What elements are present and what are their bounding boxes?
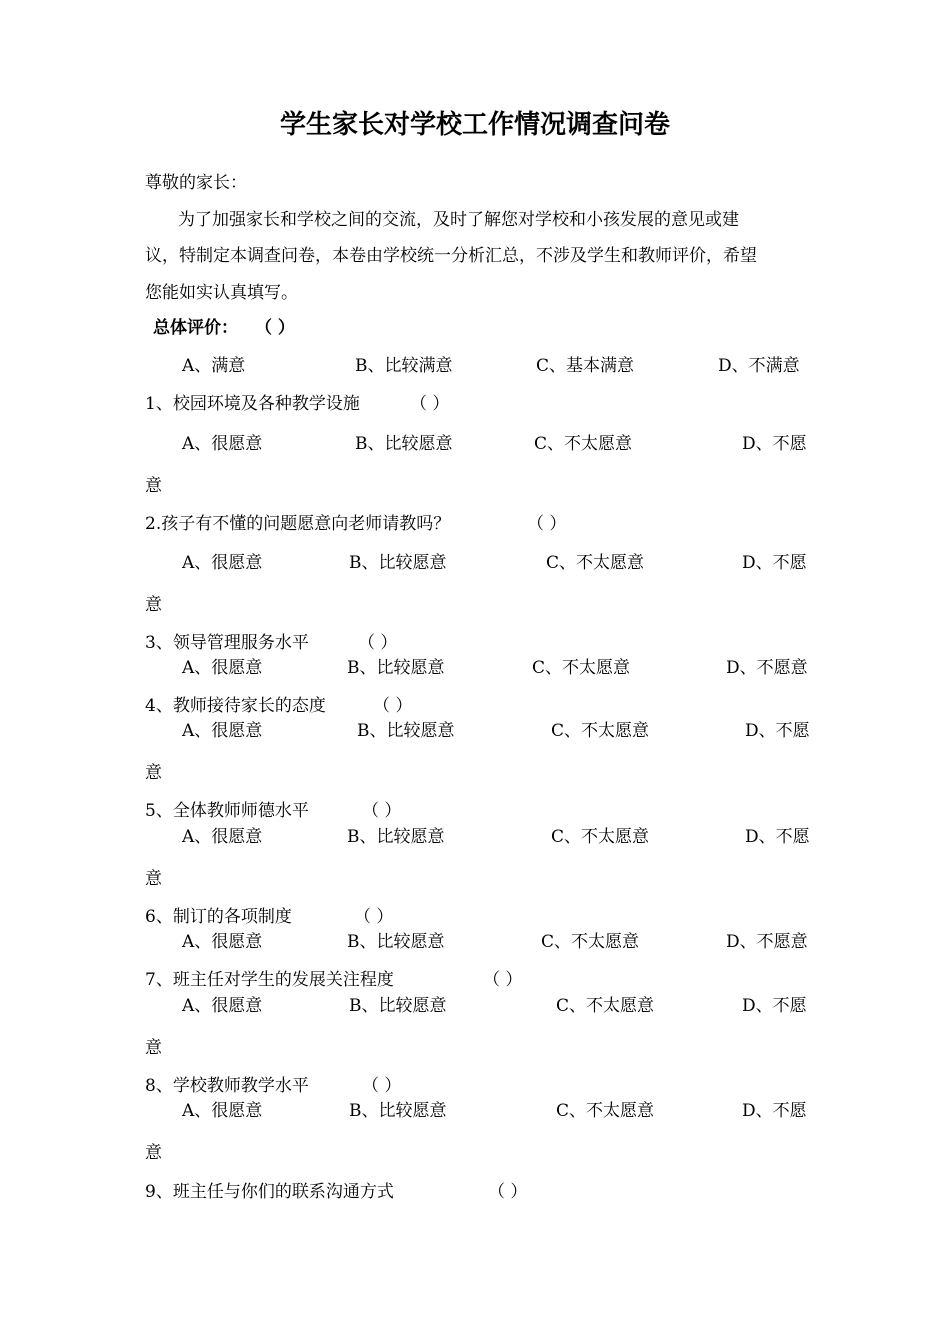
question-3-text: 3、领导管理服务水平: [145, 633, 309, 653]
question-7-option-d[interactable]: D、不愿: [742, 996, 807, 1016]
question-6-option-d[interactable]: D、不愿意: [726, 932, 808, 952]
question-6-option-a[interactable]: A、很愿意: [182, 932, 263, 952]
question-1-answer-blank[interactable]: （ ）: [410, 394, 450, 414]
question-4-text: 4、教师接待家长的态度: [145, 696, 326, 716]
question-6-option-b[interactable]: B、比较愿意: [347, 932, 445, 952]
question-2-option-d[interactable]: D、不愿: [742, 553, 807, 573]
question-8-text: 8、学校教师教学水平: [145, 1076, 309, 1096]
question-5-text: 5、全体教师师德水平: [145, 801, 309, 821]
question-1-text: 1、校园环境及各种教学设施: [145, 394, 360, 414]
question-7-text: 7、班主任对学生的发展关注程度: [145, 970, 394, 990]
question-3-option-d[interactable]: D、不愿意: [726, 658, 808, 678]
question-8-option-a[interactable]: A、很愿意: [182, 1101, 263, 1121]
greeting: 尊敬的家长：: [145, 173, 247, 193]
question-1-option-d-wrap: 意: [145, 476, 162, 496]
question-9-text: 9、班主任与你们的联系沟通方式: [145, 1182, 394, 1202]
question-5-option-d-wrap: 意: [145, 869, 162, 889]
question-4-answer-blank[interactable]: （ ）: [373, 696, 413, 716]
question-6-option-c[interactable]: C、不太愿意: [541, 932, 640, 952]
question-2-option-d-wrap: 意: [145, 595, 162, 615]
question-5-option-b[interactable]: B、比较愿意: [347, 827, 445, 847]
question-4-option-a[interactable]: A、很愿意: [182, 721, 263, 741]
question-2-text: 2.孩子有不懂的问题愿意向老师请教吗？: [145, 514, 451, 534]
question-3-option-a[interactable]: A、很愿意: [182, 658, 263, 678]
question-1-option-b[interactable]: B、比较愿意: [355, 434, 453, 454]
overall-option-d[interactable]: D、不满意: [718, 356, 800, 376]
intro-line-1: 为了加强家长和学校之间的交流，及时了解您对学校和小孩发展的意见或建: [178, 210, 739, 230]
question-4-option-c[interactable]: C、不太愿意: [551, 721, 650, 741]
question-7-option-a[interactable]: A、很愿意: [182, 996, 263, 1016]
question-5-answer-blank[interactable]: （ ）: [362, 801, 402, 821]
question-1-option-d[interactable]: D、不愿: [742, 434, 807, 454]
question-8-option-d[interactable]: D、不愿: [742, 1101, 807, 1121]
question-4-option-b[interactable]: B、比较愿意: [357, 721, 455, 741]
question-3-option-b[interactable]: B、比较愿意: [347, 658, 445, 678]
question-4-option-d-wrap: 意: [145, 763, 162, 783]
question-2-option-a[interactable]: A、很愿意: [182, 553, 263, 573]
intro-line-3: 您能如实认真填写。: [145, 283, 298, 303]
question-8-option-d-wrap: 意: [145, 1143, 162, 1163]
question-1-option-a[interactable]: A、很愿意: [182, 434, 263, 454]
question-3-answer-blank[interactable]: （ ）: [358, 633, 398, 653]
question-2-option-c[interactable]: C、不太愿意: [546, 553, 645, 573]
question-8-answer-blank[interactable]: （ ）: [362, 1076, 402, 1096]
question-1-option-c[interactable]: C、不太愿意: [534, 434, 633, 454]
question-7-option-c[interactable]: C、不太愿意: [556, 996, 655, 1016]
question-7-answer-blank[interactable]: （ ）: [483, 970, 523, 990]
question-9-answer-blank[interactable]: （ ）: [488, 1182, 528, 1202]
question-5-option-c[interactable]: C、不太愿意: [551, 827, 650, 847]
overall-option-b[interactable]: B、比较满意: [355, 356, 453, 376]
question-7-option-d-wrap: 意: [145, 1038, 162, 1058]
question-8-option-b[interactable]: B、比较愿意: [349, 1101, 447, 1121]
overall-option-c[interactable]: C、基本满意: [536, 356, 635, 376]
intro-line-2: 议，特制定本调查问卷，本卷由学校统一分析汇总，不涉及学生和教师评价，希望: [145, 246, 757, 266]
document-title: 学生家长对学校工作情况调查问卷: [279, 110, 670, 140]
question-4-option-d[interactable]: D、不愿: [745, 721, 810, 741]
question-5-option-d[interactable]: D、不愿: [745, 827, 810, 847]
question-3-option-c[interactable]: C、不太愿意: [532, 658, 631, 678]
overall-answer-blank[interactable]: （ ）: [255, 318, 295, 338]
overall-label: 总体评价：: [153, 318, 238, 338]
question-7-option-b[interactable]: B、比较愿意: [349, 996, 447, 1016]
overall-option-a[interactable]: A、满意: [182, 356, 246, 376]
question-6-text: 6、制订的各项制度: [145, 907, 292, 927]
question-8-option-c[interactable]: C、不太愿意: [556, 1101, 655, 1121]
question-2-answer-blank[interactable]: （ ）: [527, 514, 567, 534]
question-6-answer-blank[interactable]: （ ）: [354, 907, 394, 927]
question-5-option-a[interactable]: A、很愿意: [182, 827, 263, 847]
question-2-option-b[interactable]: B、比较愿意: [349, 553, 447, 573]
